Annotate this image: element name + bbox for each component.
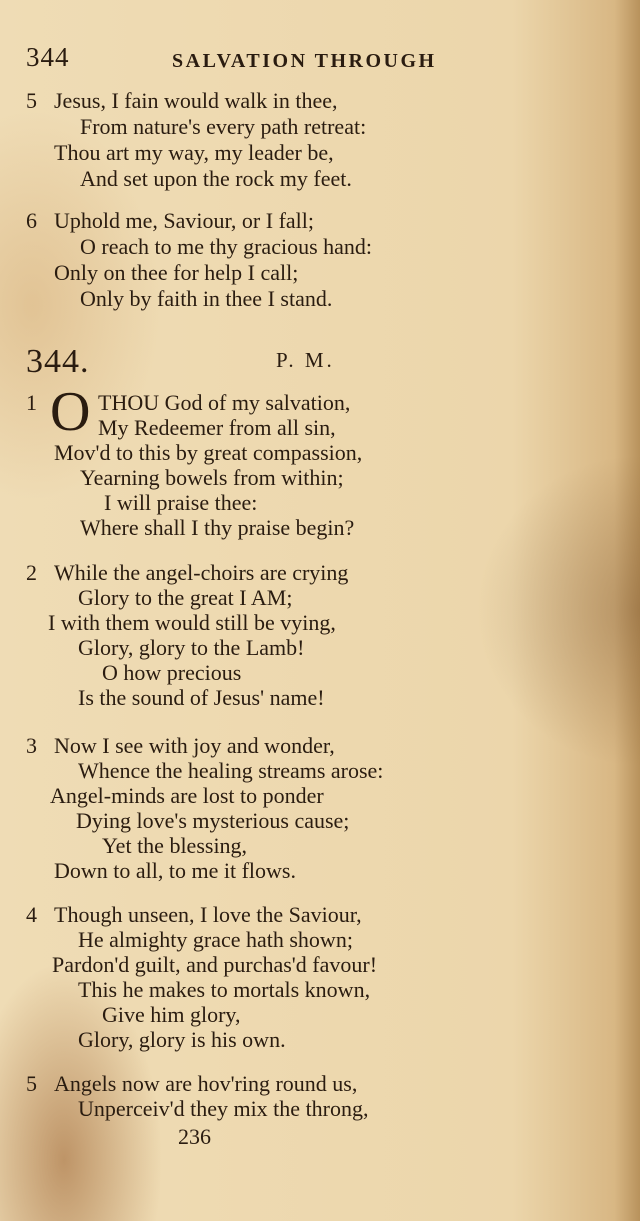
verse-line: Down to all, to me it flows. (54, 858, 296, 883)
verse-line: Glory, glory is his own. (78, 1027, 286, 1052)
verse-line: Unperceiv'd they mix the throng, (78, 1096, 369, 1121)
verse-line: Only by faith in thee I stand. (80, 286, 333, 311)
verse-line: Glory to the great I AM; (78, 585, 293, 610)
verse-line: Is the sound of Jesus' name! (78, 685, 325, 710)
page-title: SALVATION THROUGH (172, 50, 437, 72)
verse-line: Where shall I thy praise begin? (80, 515, 355, 540)
verse-number: 2 (26, 560, 37, 585)
verse-number: 5 (26, 88, 37, 113)
verse-line: THOU God of my salvation, (98, 390, 351, 415)
verse-line: Give him glory, (102, 1002, 241, 1027)
verse-line: Thou art my way, my leader be, (54, 140, 334, 165)
verse-number: 5 (26, 1071, 37, 1096)
verse-line: I will praise thee: (104, 490, 258, 515)
verse-line: Uphold me, Saviour, or I fall; (54, 208, 315, 233)
verse-line: This he makes to mortals known, (78, 977, 371, 1002)
verse-number: 4 (26, 902, 37, 927)
verse-line: Jesus, I fain would walk in thee, (54, 88, 338, 113)
drop-cap: O (50, 381, 91, 443)
verse-line: O reach to me thy gracious hand: (80, 234, 373, 259)
verse-line: Only on thee for help I call; (54, 260, 299, 285)
page-folio: 236 (178, 1124, 211, 1149)
verse-line: Dying love's mysterious cause; (76, 808, 350, 833)
verse-line: And set upon the rock my feet. (80, 166, 352, 191)
verse-line: I with them would still be vying, (48, 610, 336, 635)
verse-line: Now I see with joy and wonder, (54, 733, 335, 758)
verse-line: Yearning bowels from within; (80, 465, 344, 490)
verse-line: Yet the blessing, (102, 833, 248, 858)
verse-line: Whence the healing streams arose: (78, 758, 384, 783)
verse-line: Glory, glory to the Lamb! (78, 635, 305, 660)
verse-number: 1 (26, 390, 37, 415)
verse-line: While the angel-choirs are crying (54, 560, 349, 585)
verse-line: O how precious (102, 660, 242, 685)
verse-line: My Redeemer from all sin, (98, 415, 336, 440)
verse-line: He almighty grace hath shown; (78, 927, 353, 952)
verse-line: Angel-minds are lost to ponder (50, 783, 324, 808)
verse-number: 3 (26, 733, 37, 758)
page-number: 344 (26, 42, 70, 72)
verse-number: 6 (26, 208, 37, 233)
verse-line: Though unseen, I love the Saviour, (54, 902, 362, 927)
verse-line: Pardon'd guilt, and purchas'd favour! (52, 952, 378, 977)
hymn-meter: P. M. (276, 348, 335, 372)
hymn-number: 344. (26, 343, 90, 380)
verse-line: Mov'd to this by great compassion, (54, 440, 363, 465)
verse-line: Angels now are hov'ring round us, (54, 1071, 358, 1096)
verse-line: From nature's every path retreat: (80, 114, 367, 139)
